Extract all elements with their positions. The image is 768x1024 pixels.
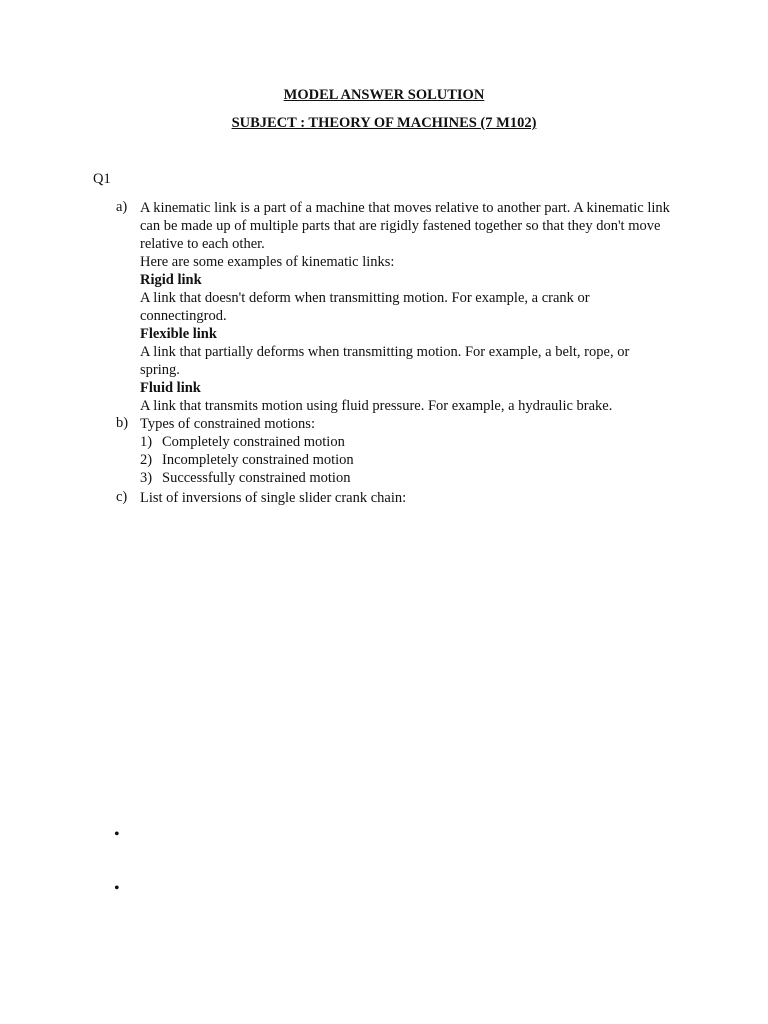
flexible-link-text: A link that partially deforms when transmitting motion. For example, a belt, rope, or spring. <box>140 344 630 378</box>
fluid-link-text: A link that transmits motion using fluid pressure. For example, a hydraulic brake. <box>140 398 613 414</box>
list-item-text: Incompletely constrained motion <box>162 452 354 468</box>
list-item-number: 1) <box>140 434 153 450</box>
item-c-body <box>140 489 670 507</box>
list-item <box>140 469 670 487</box>
item-b-body <box>140 415 670 487</box>
bullet-point: • <box>114 880 120 897</box>
question-label: Q1 <box>93 171 111 187</box>
item-a-intro: A kinematic link is a part of a machine that moves relative to another part. A kinematic link can be made up of multiple parts that are rigidly fastened together so that they don't move relative to each other. <box>140 200 670 252</box>
item-c-marker: c) <box>116 489 128 505</box>
rigid-link-text: A link that doesn't deform when transmitting motion. For example, a crank or connectingrod. <box>140 290 590 324</box>
rigid-link-heading: Rigid link <box>140 272 202 288</box>
item-c-heading: List of inversions of single slider crank chain: <box>140 490 407 506</box>
document-title: MODEL ANSWER SOLUTION <box>283 87 485 103</box>
item-a-examples-intro: Here are some examples of kinematic links: <box>140 254 395 270</box>
document-subject: SUBJECT : THEORY OF MACHINES (7 M102) <box>231 115 537 131</box>
bullet-point: • <box>114 826 120 843</box>
item-b-heading: Types of constrained motions: <box>140 416 315 432</box>
flexible-link-heading: Flexible link <box>140 326 217 342</box>
list-item-text: Successfully constrained motion <box>162 470 351 486</box>
item-a-marker: a) <box>116 199 128 215</box>
list-item-number: 3) <box>140 470 153 486</box>
list-item <box>140 433 670 451</box>
list-item-number: 2) <box>140 452 153 468</box>
constrained-motion-list <box>140 433 670 487</box>
item-b-marker: b) <box>116 415 129 431</box>
item-a-body <box>140 199 670 415</box>
list-item-text: Completely constrained motion <box>162 434 345 450</box>
list-item <box>140 451 670 469</box>
fluid-link-heading: Fluid link <box>140 380 201 396</box>
